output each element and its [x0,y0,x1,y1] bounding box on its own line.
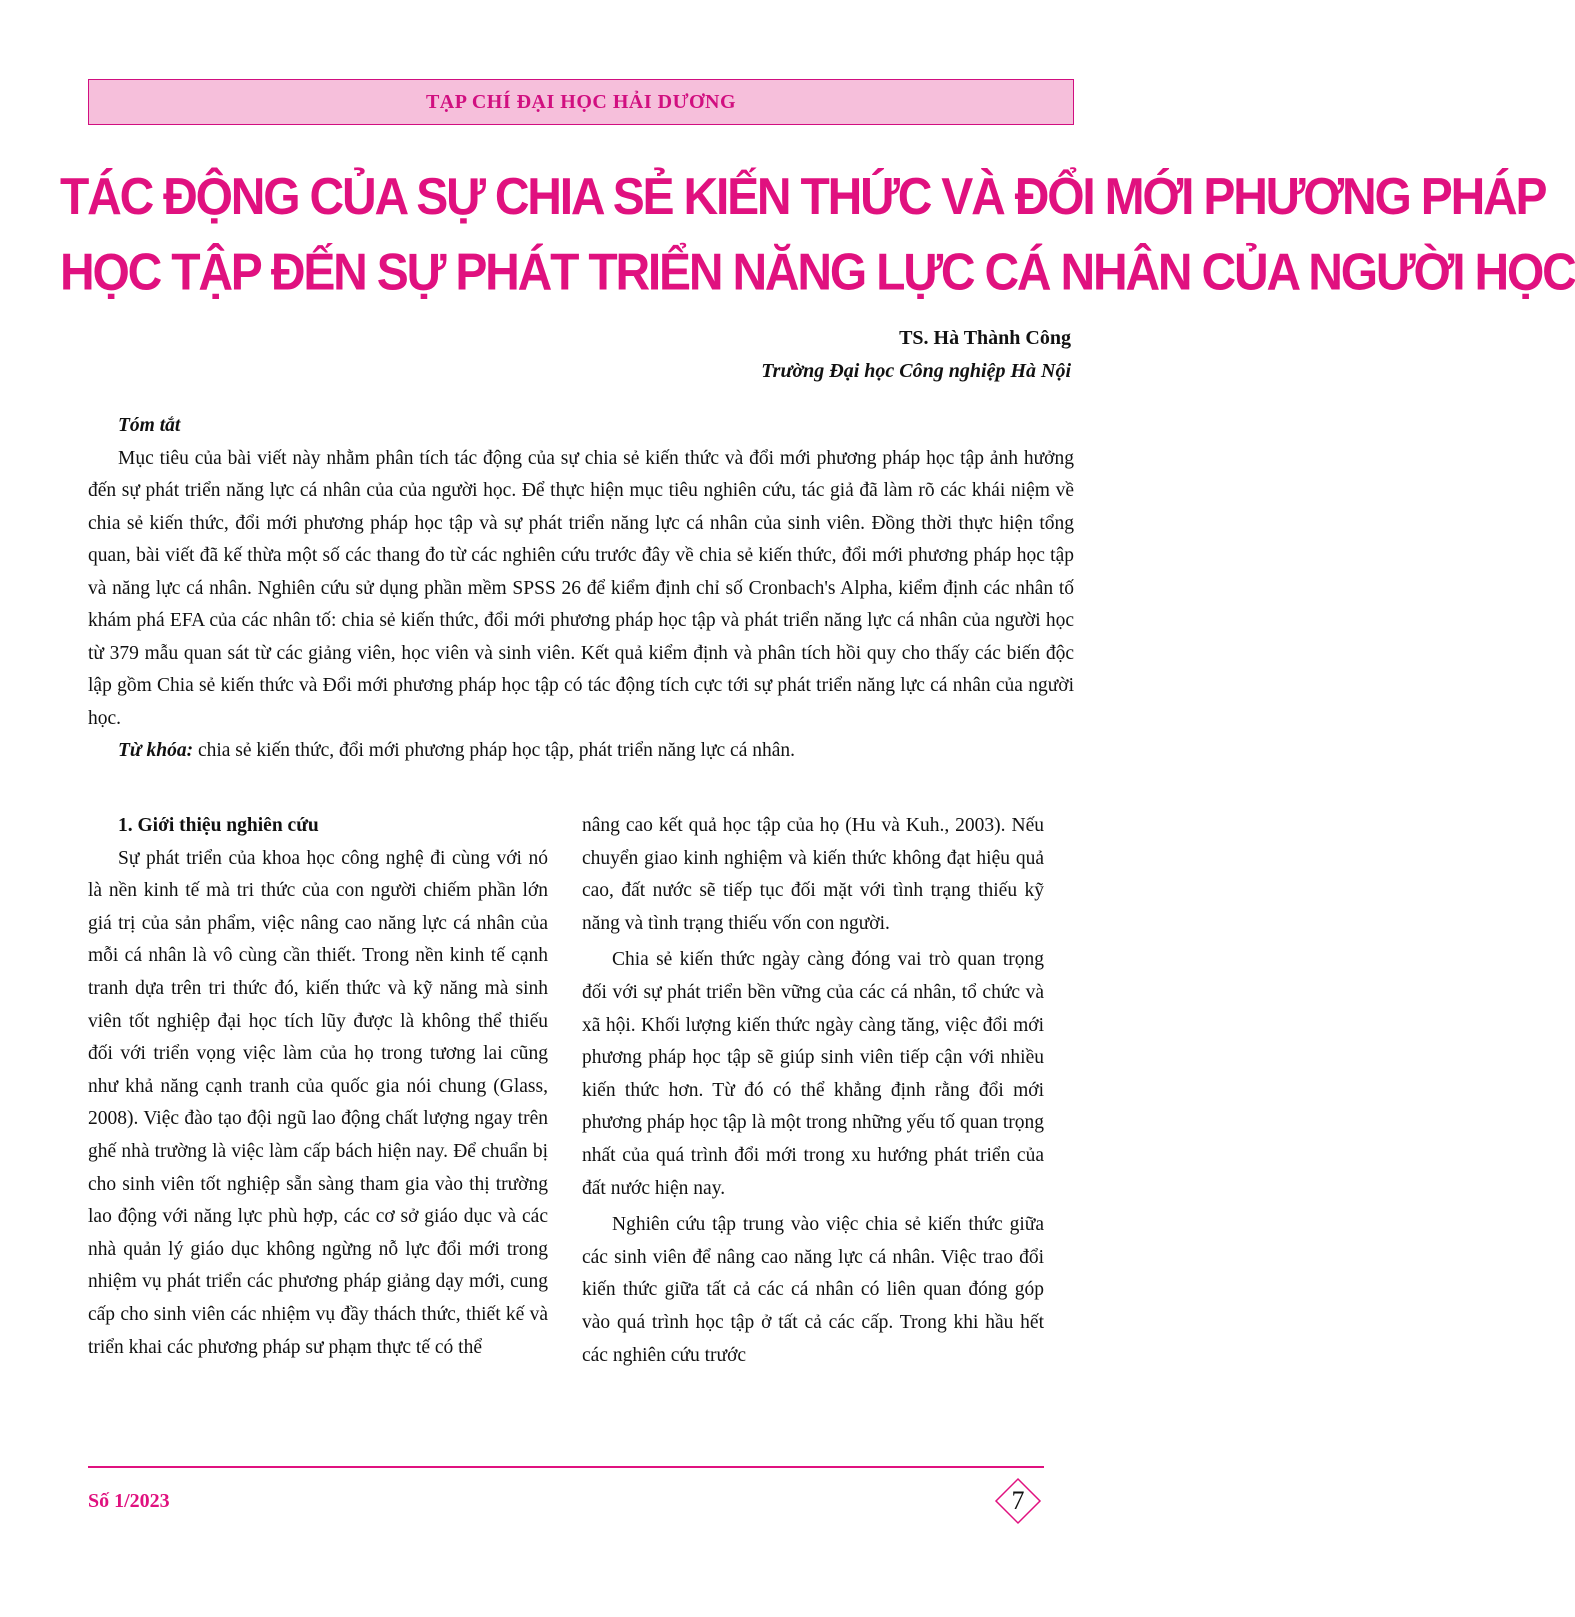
issue-label: Số 1/2023 [88,1490,170,1512]
article-title [60,160,1575,311]
journal-header-banner [88,79,1074,125]
author-affiliation: Trường Đại học Công nghiệp Hà Nội [761,360,1071,382]
abstract-heading: Tóm tắt [118,415,181,436]
abstract-body: Mục tiêu của bài viết này nhằm phân tích tác động của sự chia sẻ kiến thức và đổi mới phương pháp học tập ảnh hưởng đến sự phát triển năng lực cá nhân của của người học. Để thực hiện mục tiêu nghiên cứu, tác giả đã làm rõ các khái niệm về chia sẻ kiến thức, đổi mới phương pháp học tập và sự phát triển năng lực cá nhân của sinh viên. Đồng thời thực hiện tổng quan, bài viết đã kế thừa một số các thang đo từ các nghiên cứu trước đây về chia sẻ kiến thức, đổi mới phương pháp học tập và năng lực cá nhân. Nghiên cứu sử dụng phần mềm SPSS 26 để kiểm định chỉ số Cronbach's Alpha, kiểm định các nhân tố khám phá EFA của các nhân tố: chia sẻ kiến thức, đổi mới phương pháp học tập và phát triển năng lực cá nhân của người học từ 379 mẫu quan sát từ các giảng viên, học viên và sinh viên. Kết quả kiểm định và phân tích hồi quy cho thấy các biến độc lập gồm Chia sẻ kiến thức và Đổi mới phương pháp học tập có tác động tích cực tới sự phát triển năng lực cá nhân của người học. [88,447,1074,729]
body-paragraph-3: Nghiên cứu tập trung vào việc chia sẻ kiến thức giữa các sinh viên để nâng cao năng lực cá nhân. Việc trao đổi kiến thức giữa tất cả các cá nhân có liên quan đóng góp vào quá trình học tập ở tất cả các cấp. Trong khi hầu hết các nghiên cứu trước [582,1214,1044,1366]
left-column [88,810,548,1364]
section-heading: 1. Giới thiệu nghiên cứu [118,815,319,836]
article-title-line-2: HỌC TẬP ĐẾN SỰ PHÁT TRIỂN NĂNG LỰC CÁ NHÂN CỦA NGƯỜI HỌC [60,244,1575,302]
keywords-line [88,735,1074,768]
body-paragraph-1-continued: nâng cao kết quả học tập của họ (Hu và Kuh., 2003). Nếu chuyển giao kinh nghiệm và kiến thức không đạt hiệu quả cao, đất nước sẽ tiếp tục đối mặt với tình trạng thiếu kỹ năng và tình trạng thiếu vốn con người. [582,815,1044,934]
author-block [761,322,1071,388]
footer-rule [88,1466,1044,1468]
right-column [582,810,1044,1372]
article-title-line-1: TÁC ĐỘNG CỦA SỰ CHIA SẺ KIẾN THỨC VÀ ĐỔI MỚI PHƯƠNG PHÁP [60,168,1546,226]
abstract-section [88,410,1074,768]
body-paragraph-1: Sự phát triển của khoa học công nghệ đi cùng với nó là nền kinh tế mà tri thức của con người chiếm phần lớn giá trị của sản phẩm, việc nâng cao năng lực cá nhân của mỗi cá nhân là vô cùng cần thiết. Trong nền kinh tế cạnh tranh dựa trên tri thức đó, kiến thức và kỹ năng mà sinh viên tốt nghiệp đại học tích lũy được là không thể thiếu đối với triển vọng việc làm của họ trong tương lai cũng như khả năng cạnh tranh của quốc gia nói chung (Glass, 2008). Việc đào tạo đội ngũ lao động chất lượng ngay trên ghế nhà trường là việc làm cấp bách hiện nay. Để chuẩn bị cho sinh viên tốt nghiệp sẵn sàng tham gia vào thị trường lao động với năng lực phù hợp, các cơ sở giáo dục và các nhà quản lý giáo dục không ngừng nỗ lực đổi mới trong nhiệm vụ phát triển các phương pháp giảng dạy mới, cung cấp cho sinh viên các nhiệm vụ đầy thách thức, thiết kế và triển khai các phương pháp sư phạm thực tế có thể [88,847,548,1358]
journal-name: TẠP CHÍ ĐẠI HỌC HẢI DƯƠNG [425,90,737,113]
page-number: 7 [1011,1486,1025,1515]
keywords-text: chia sẻ kiến thức, đổi mới phương pháp học tập, phát triển năng lực cá nhân. [193,740,796,761]
keywords-label: Từ khóa: [118,740,194,761]
author-name: TS. Hà Thành Công [899,327,1071,349]
body-paragraph-2: Chia sẻ kiến thức ngày càng đóng vai trò quan trọng đối với sự phát triển bền vững của các cá nhân, tổ chức và xã hội. Khối lượng kiến thức ngày càng tăng, việc đổi mới phương pháp học tập sẽ giúp sinh viên tiếp cận với nhiều kiến thức hơn. Từ đó có thể khẳng định rằng đổi mới phương pháp học tập là một trong những yếu tố quan trọng nhất của quá trình đổi mới trong xu hướng phát triển của đất nước hiện nay. [582,949,1044,1199]
